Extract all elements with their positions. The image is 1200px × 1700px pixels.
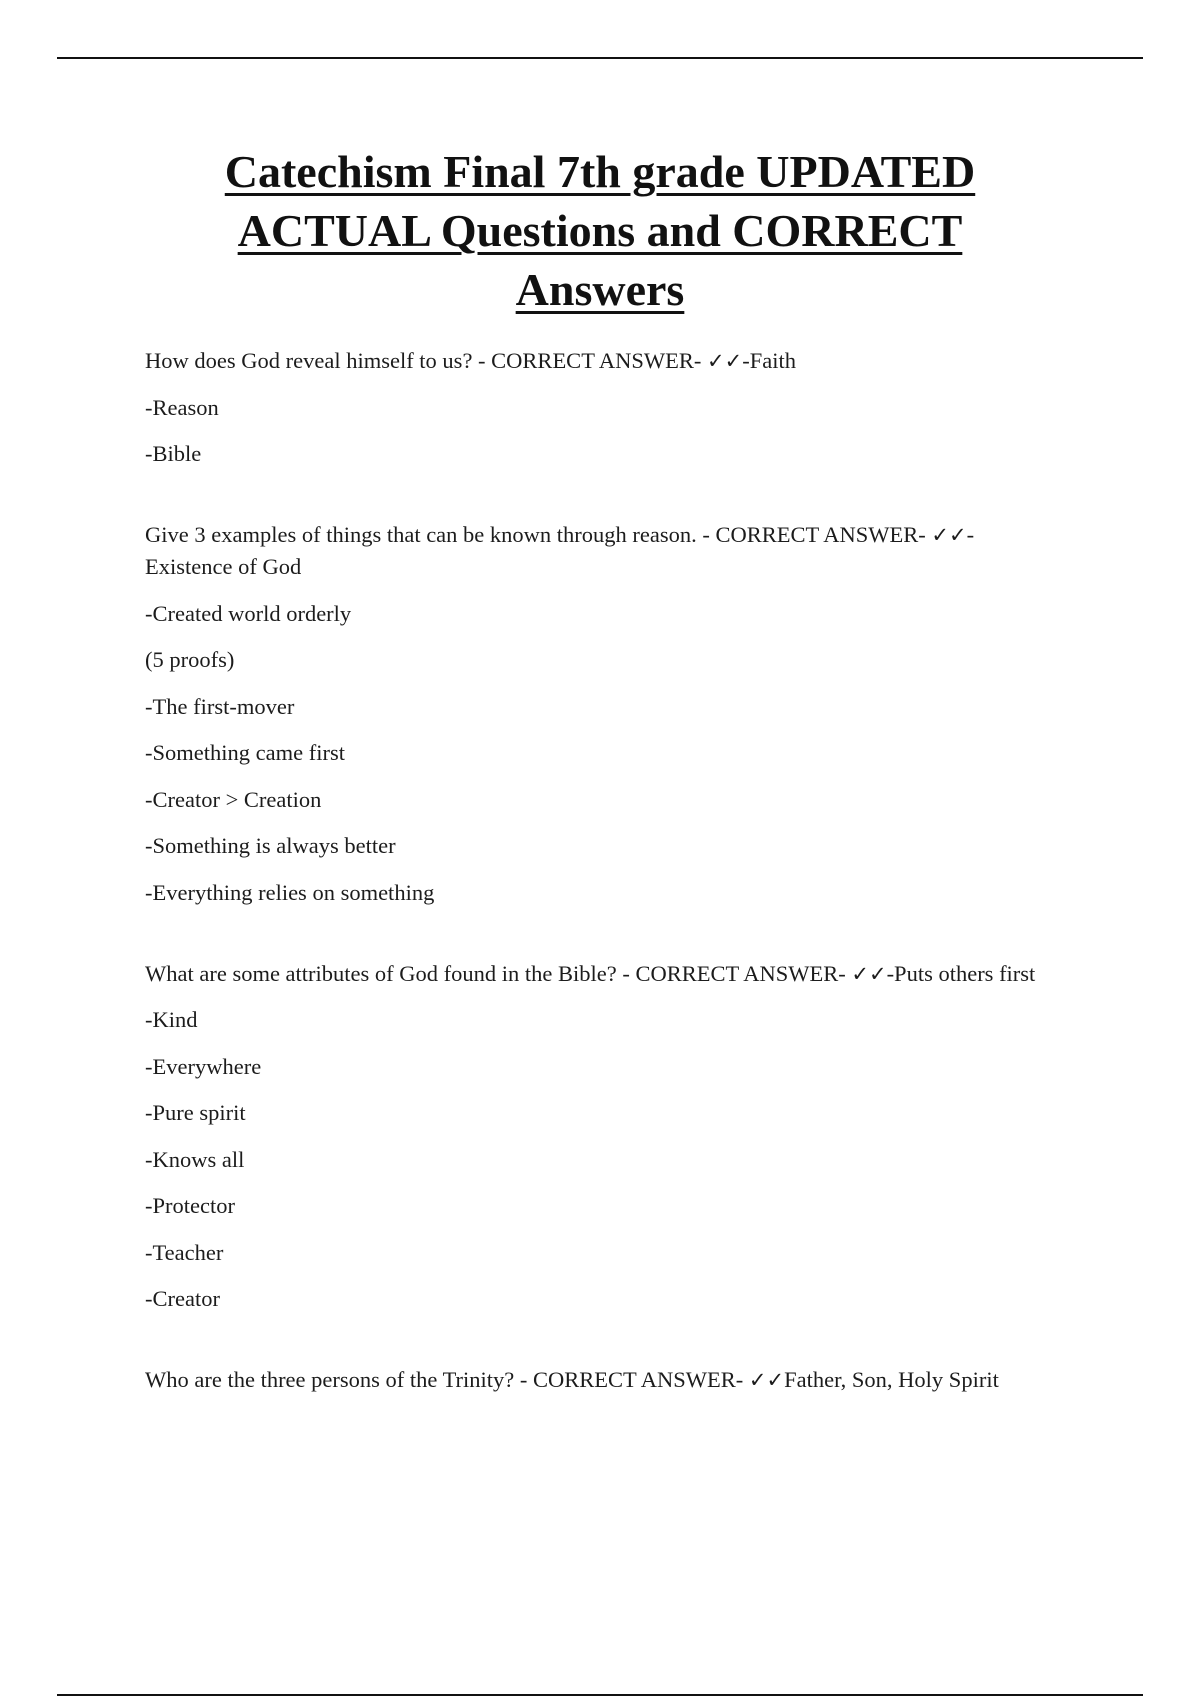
answer-item: (5 proofs) — [145, 647, 235, 672]
answer-item: -Teacher — [145, 1239, 224, 1265]
double-check-icon: ✓✓ — [748, 1368, 785, 1392]
double-check-icon: ✓✓ — [707, 349, 743, 373]
top-rule — [57, 57, 1143, 59]
answer-item: -Bible — [145, 441, 202, 466]
question-text: What are some attributes of God found in the Bible? - CORRECT ANSWER- ✓✓-Puts others first — [145, 960, 1036, 986]
answer-item: -Everything relies on something — [145, 879, 435, 905]
answer-item: -The first-mover — [145, 693, 295, 719]
answer-item: -Creator > Creation — [145, 786, 322, 812]
qa-item — [145, 1364, 1045, 1396]
first-answer: Father, Son, Holy Spirit — [784, 1367, 999, 1392]
answer-item: -Everywhere — [145, 1053, 262, 1079]
question-text: Who are the three persons of the Trinity? - CORRECT ANSWER- ✓✓Father, Son, Holy Spirit — [145, 1367, 999, 1392]
qa-list — [145, 345, 1045, 1411]
answer-item: -Something came first — [145, 740, 345, 765]
qa-item — [145, 519, 1045, 909]
first-answer: -Faith — [742, 348, 796, 373]
answer-item: -Knows all — [145, 1146, 245, 1172]
question-text: Give 3 examples of things that can be known through reason. - CORRECT ANSWER- ✓✓- Existence of God — [145, 522, 975, 579]
answer-item: -Something is always better — [145, 833, 396, 858]
answer-item: -Creator — [145, 1286, 220, 1311]
answer-item: -Protector — [145, 1193, 235, 1218]
answer-item: -Kind — [145, 1007, 198, 1032]
title-line: Catechism Final 7th grade UPDATED — [224, 146, 976, 197]
document-title — [120, 142, 1080, 319]
question-text: How does God reveal himself to us? - CORRECT ANSWER- ✓✓-Faith — [145, 348, 796, 373]
answer-item: -Created world orderly — [145, 600, 352, 626]
double-check-icon: ✓✓ — [931, 523, 967, 547]
title-line: Answers — [515, 264, 685, 315]
qa-item — [145, 958, 1045, 1316]
title-line: ACTUAL Questions and CORRECT — [237, 205, 963, 256]
first-answer: -Puts others first — [886, 960, 1036, 986]
qa-item — [145, 345, 1045, 470]
answer-item: -Pure spirit — [145, 1100, 246, 1125]
first-answer: - Existence of God — [145, 522, 975, 579]
double-check-icon: ✓✓ — [851, 961, 887, 986]
bottom-rule — [57, 1694, 1143, 1696]
answer-item: -Reason — [145, 394, 219, 420]
